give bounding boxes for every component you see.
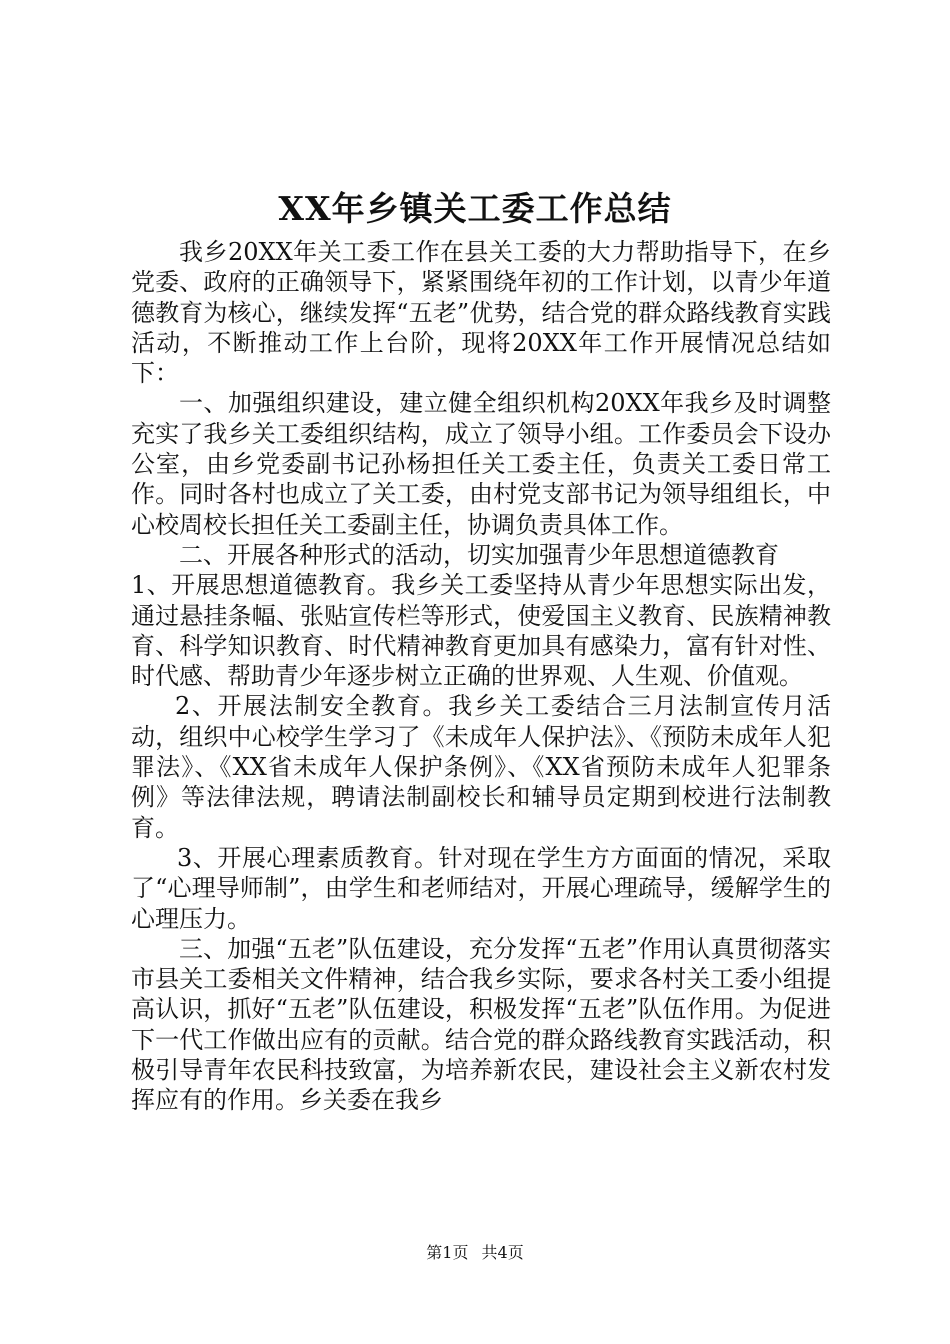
page-footer (0, 1241, 950, 1265)
paragraph-section-2-item-1: 1、开展思想道德教育。我乡关工委坚持从青少年思想实际出发，通过悬挂条幅、张贴宣传栏等形式，使爱国主义教育、民族精神教育、科学知识教育、时代精神教育更加具有感染力，富有针对性、时代感、帮助青少年逐步树立正确的世界观、人生观、价值观。 (131, 571, 831, 691)
paragraph-section-2-item-2: 2、开展法制安全教育。我乡关工委结合三月法制宣传月活动，组织中心校学生学习了《未成年人保护法》、《预防未成年人犯罪法》、《XX省未成年人保护条例》、《XX省预防未成年人犯罪条例》等法律法规，聘请法制副校长和辅导员定期到校进行法制教育。 (131, 692, 831, 842)
paragraph-section-2-heading: 二、开展各种形式的活动，切实加强青少年思想道德教育 (179, 540, 779, 569)
paragraph-section-2-item-3: 3、开展心理素质教育。针对现在学生方方面面的情况，采取了“心理导师制”，由学生和老师结对，开展心理疏导，缓解学生的心理压力。 (131, 843, 831, 933)
paragraph-section-1: 一、加强组织建设，建立健全组织机构20XX年我乡及时调整充实了我乡关工委组织结构，成立了领导小组。工作委员会下设办公室，由乡党委副书记孙杨担任关工委主任，负责关工委日常工作。同时各村也成立了关工委，由村党支部书记为领导组组长，中心校周校长担任关工委副主任，协调负责具体工作。 (131, 389, 831, 539)
document-body (131, 237, 831, 1116)
document-title: XX年乡镇关工委工作总结 (278, 189, 672, 228)
page-number: 第1页 (426, 1243, 469, 1262)
paragraph-intro: 我乡20XX年关工委工作在县关工委的大力帮助指导下，在乡党委、政府的正确领导下，紧紧围绕年初的工作计划，以青少年道德教育为核心，继续发挥“五老”优势，结合党的群众路线教育实践活动，不断推动工作上台阶，现将20XX年工作开展情况总结如下： (131, 238, 831, 388)
paragraph-section-3: 三、加强“五老”队伍建设，充分发挥“五老”作用认真贯彻落实市县关工委相关文件精神，结合我乡实际，要求各村关工委小组提高认识，抓好“五老”队伍建设，积极发挥“五老”队伍作用。为促进下一代工作做出应有的贡献。结合党的群众路线教育实践活动，积极引导青年农民科技致富，为培养新农民，建设社会主义新农村发挥应有的作用。乡关委在我乡 (131, 934, 831, 1115)
page-total: 共4页 (481, 1243, 524, 1262)
